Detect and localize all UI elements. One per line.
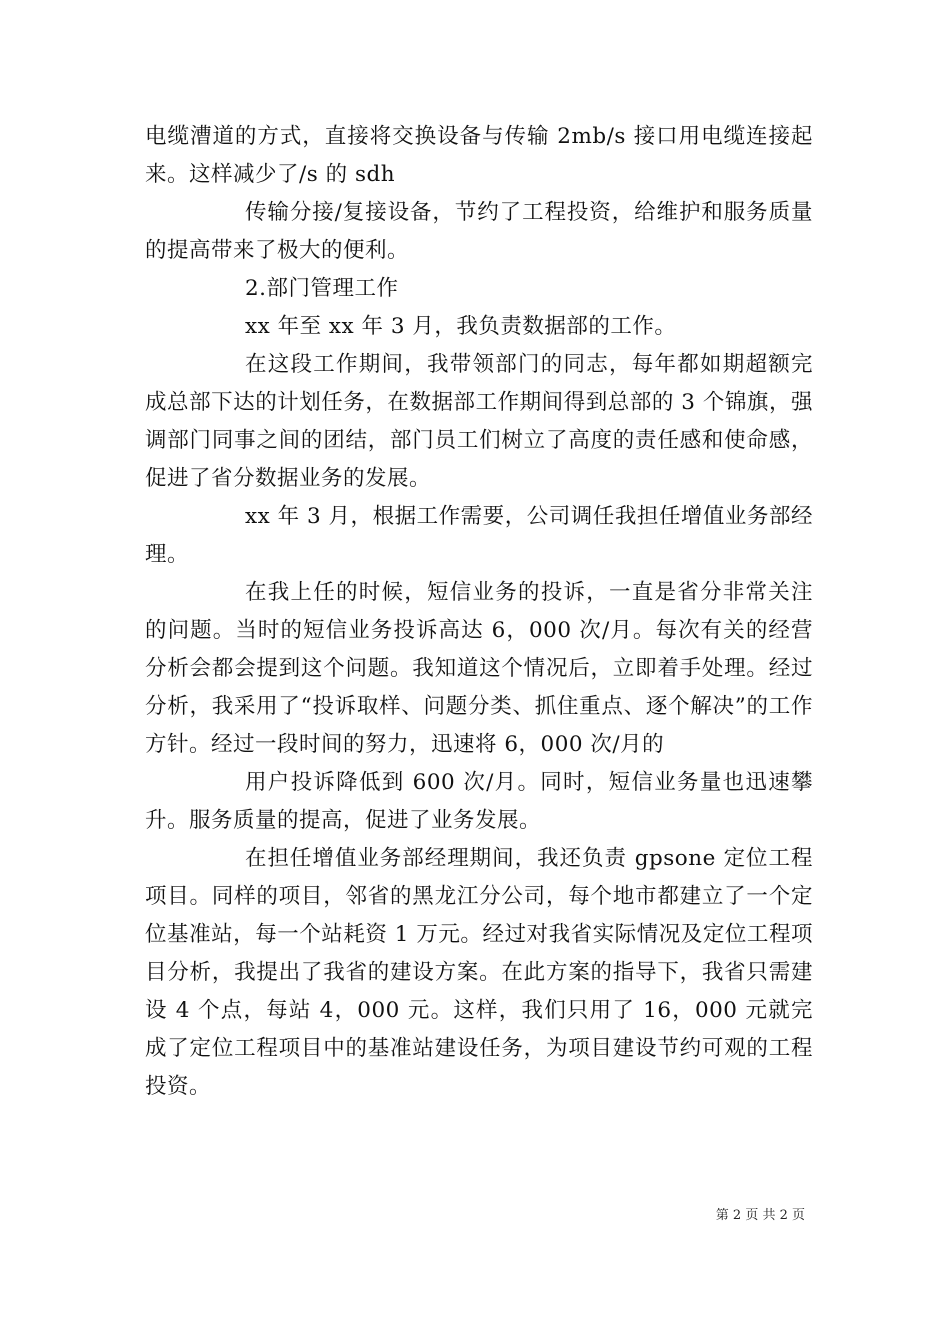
paragraph-gpsone-project: 在担任增值业务部经理期间，我还负责 gpsone 定位工程项目。同样的项目，邻省的黑龙江分公司，每个地市都建立了一个定位基准站，每一个站耗资 1 万元。经过对我省实际情况及定位工程项目分析，我提出了我省的建设方案。在此方案的指导下，我省只需建设 4 个点，每站 4，000 元。这样，我们只用了 16，000 元就完成了定位工程项目中的基准站建设任务，为项目建设节约可观的工程投资。 <box>145 846 813 1099</box>
paragraph-sms-complaints-result: 用户投诉降低到 600 次/月。同时，短信业务量也迅速攀升。服务质量的提高，促进了业务发展。 <box>145 770 813 833</box>
paragraph-value-added-appointment: xx 年 3 月，根据工作需要，公司调任我担任增值业务部经理。 <box>145 504 813 567</box>
paragraph-transmission-cable: 电缆漕道的方式，直接将交换设备与传输 2mb/s 接口用电缆连接起来。这样减少了/s 的 sdh <box>145 124 813 187</box>
page-number-footer: 第 2 页 共 2 页 <box>715 1208 805 1223</box>
document-body <box>145 118 813 1106</box>
paragraph-transmission-equipment: 传输分接/复接设备，节约了工程投资，给维护和服务质量的提高带来了极大的便利。 <box>145 200 813 263</box>
section-heading-department-management: 2.部门管理工作 <box>245 276 399 301</box>
paragraph-data-department-period: xx 年至 xx 年 3 月，我负责数据部的工作。 <box>245 314 677 339</box>
paragraph-data-department-achievements: 在这段工作期间，我带领部门的同志，每年都如期超额完成总部下达的计划任务，在数据部工作期间得到总部的 3 个锦旗，强调部门同事之间的团结，部门员工们树立了高度的责任感和使命感，促进了省分数据业务的发展。 <box>145 352 813 491</box>
paragraph-sms-complaints: 在我上任的时候，短信业务的投诉，一直是省分非常关注的问题。当时的短信业务投诉高达 6，000 次/月。每次有关的经营分析会都会提到这个问题。我知道这个情况后，立即着手处理。经过分析，我采用了“投诉取样、问题分类、抓住重点、逐个解决”的工作方针。经过一段时间的努力，迅速将 6，000 次/月的 <box>145 580 813 757</box>
